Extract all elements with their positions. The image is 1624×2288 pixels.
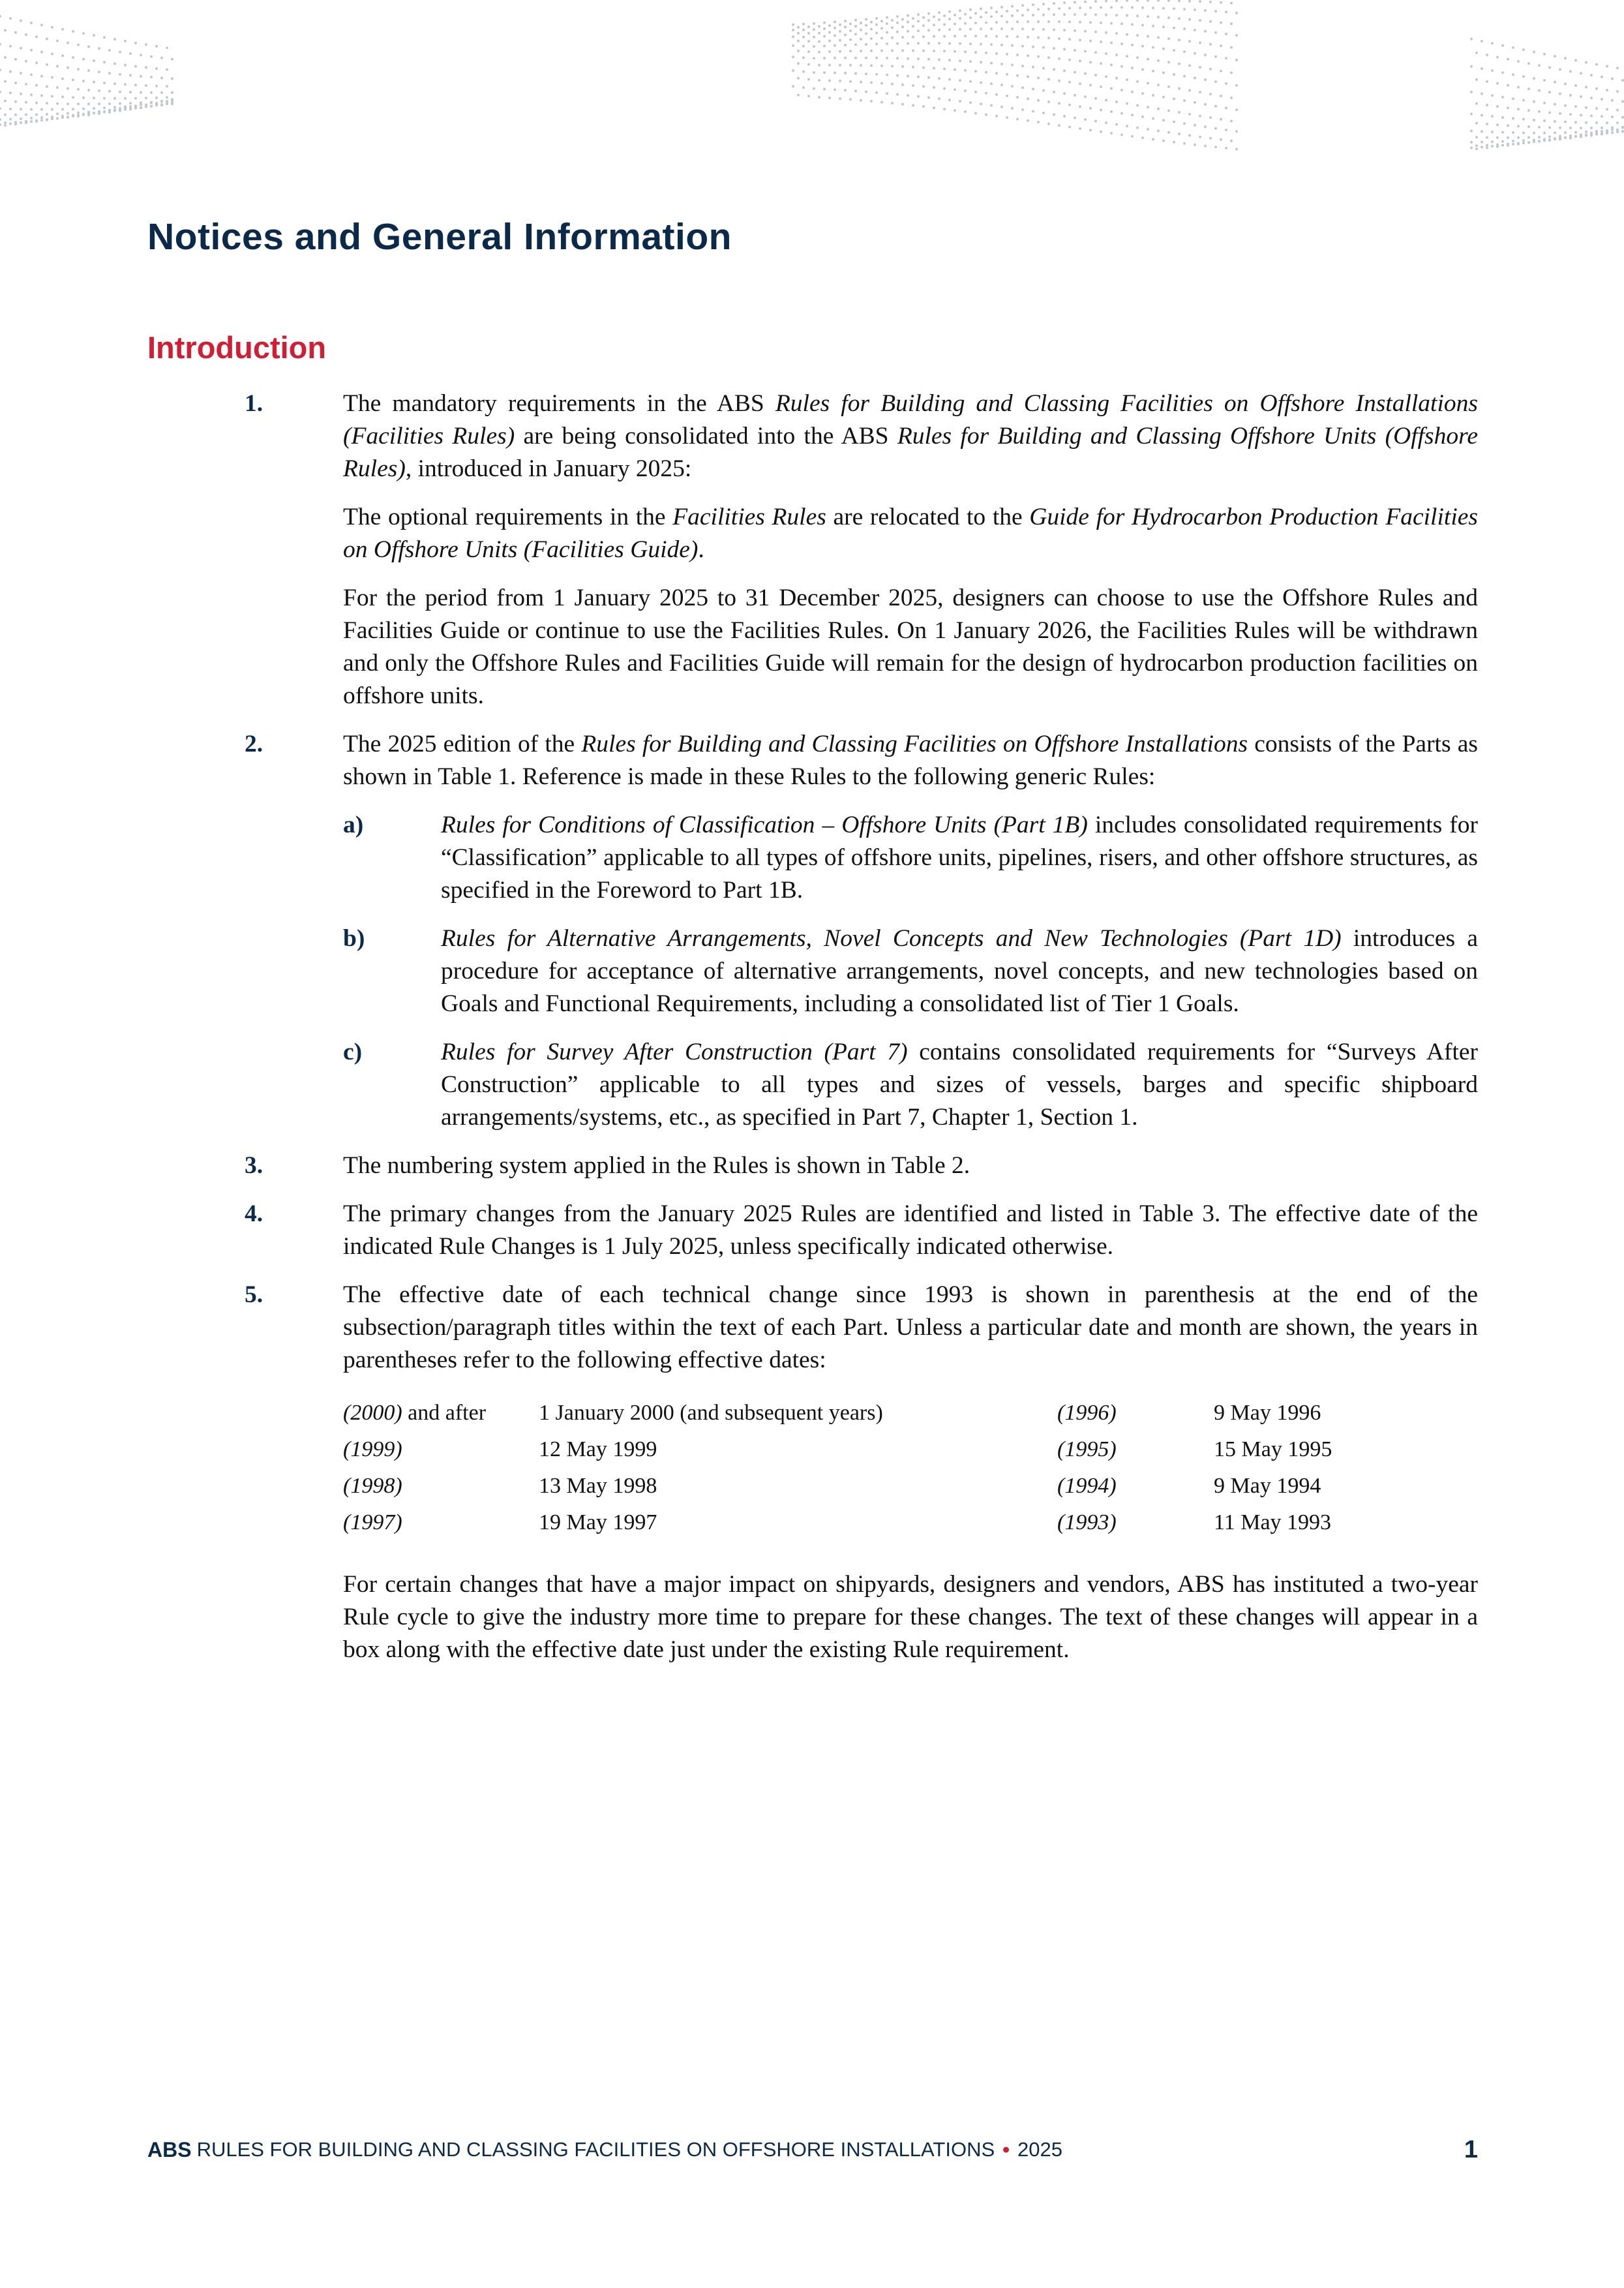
section-heading-introduction: Introduction [147,330,327,365]
year-suffix: and after [402,1401,487,1425]
header-dotted-wave-decoration [0,0,1624,196]
page-title: Notices and General Information [147,216,732,258]
italic-rule-title: Rules for Building and Classing Facilities on Offshore Installations (Facilities Rules) [343,390,1478,450]
item-3 [147,1150,1478,1182]
item-5 [147,1279,1478,1666]
item-number: 5. [245,1281,263,1308]
item-1-paragraph-2 [343,501,1478,566]
year-label: (2000) [343,1401,402,1425]
item-5-paragraph-2: For certain changes that have a major impact on shipyards, designers and vendors, ABS has instituted a two-year Rule cycle to give the industry more time to prepare for these changes. The text of these changes will appear in a box along with the effective date just under the existing Rule requirement. [343,1571,1478,1663]
year-label: (1997) [343,1510,402,1534]
effective-date: 19 May 1997 [539,1510,657,1534]
text-run: consists of the Parts as shown in Table 1. Reference is made in these Rules to the following generic Rules: [343,731,1478,790]
effective-dates-table [343,1395,1478,1541]
footer-document-title: RULES FOR BUILDING AND CLASSING FACILITIES ON OFFSHORE INSTALLATIONS [196,2138,995,2161]
year-label: (1999) [343,1437,402,1461]
item-number: 1. [245,390,263,417]
italic-rule-title: Rules for Building and Classing Offshore Units (Offshore Rules) [343,423,1479,482]
effective-date: 12 May 1999 [539,1437,657,1461]
text-run: . [698,536,704,563]
item-1-paragraph-3: For the period from 1 January 2025 to 31 December 2025, designers can choose to use the Offshore Rules and Facilities Guide or continue to use the Facilities Rules. On 1 January 2026, the Facilities Rules will be withdrawn and only the Offshore Rules and Facilities Guide will remain for the design of hydrocarbon production facilities on offshore units. [343,585,1478,709]
text-run: contains consolidated requirements for “Surveys After Construction” applicable to all types and sizes of vessels, barges and specific shipboard arrangements/systems, etc., as specified in Part 7, Chapter 1, Section 1. [441,1039,1479,1131]
text-run: are relocated to the [826,504,1030,530]
effective-date: 1 January 2000 (and subsequent years) [539,1401,883,1425]
year-label: (1993) [1057,1510,1117,1534]
page-footer [147,2133,1478,2166]
table-row [343,1431,1478,1468]
text-run: includes consolidated requirements for “Classification” applicable to all types of offshore units, pipelines, risers, and other offshore structures, as specified in the Foreword to Part 1B. [441,812,1478,904]
page-number: 1 [1464,2135,1478,2163]
footer-year: 2025 [1017,2138,1062,2161]
sub-item-letter: a) [343,812,364,838]
item-1 [147,388,1478,712]
table-row [343,1468,1478,1504]
text-run: are being consolidated into the ABS [515,423,897,450]
italic-rule-title: Rules for Building and Classing Facilities on Offshore Installations [581,731,1248,757]
item-4-text: The primary changes from the January 2025 Rules are identified and listed in Table 3. The effective date of the indicated Rule Changes is 1 July 2025, unless specifically indicated otherwise. [343,1200,1478,1260]
item-1-paragraph-1 [343,388,1478,485]
item-4 [147,1198,1478,1263]
year-label: (1998) [343,1474,402,1498]
effective-date: 13 May 1998 [539,1474,657,1498]
text-run: , introduced in January 2025: [405,455,692,482]
footer-separator: • [1002,2138,1010,2161]
text-run: The optional requirements in the [343,504,673,530]
item-number: 2. [245,731,263,757]
item-number: 3. [245,1152,263,1179]
italic-rule-title: Guide for Hydrocarbon Production Facilities on Offshore Units (Facilities Guide) [343,504,1478,563]
item-3-text: The numbering system applied in the Rules is shown in Table 2. [343,1152,970,1179]
table-row [343,1504,1478,1541]
italic-rule-title: Rules for Survey After Construction (Part 7) [441,1039,908,1065]
item-5-paragraph-1: The effective date of each technical change since 1993 is shown in parenthesis at the end of the subsection/paragraph titles within the text of each Part. Unless a particular date and month are shown, the years in parentheses refer to the following effective dates: [343,1281,1478,1373]
italic-rule-title: Facilities Rules [672,504,826,530]
sub-item-letter: b) [343,925,365,952]
introduction-content [147,388,1478,1682]
italic-rule-title: Rules for Conditions of Classification – Offshore Units (Part 1B) [441,812,1088,838]
sub-item-b [343,923,1478,1020]
effective-date: 11 May 1993 [1214,1510,1332,1534]
year-label: (1995) [1057,1437,1117,1461]
text-run: introduces a procedure for acceptance of alternative arrangements, novel concepts, and new technologies based on Goals and Functional Requirements, including a consolidated list of Tier 1 Goals. [441,925,1478,1017]
year-label: (1994) [1057,1474,1117,1498]
item-2-paragraph-1 [343,728,1478,793]
abs-brand: ABS [147,2137,192,2161]
sub-item-letter: c) [343,1039,363,1065]
effective-date: 9 May 1996 [1214,1401,1321,1425]
italic-rule-title: Rules for Alternative Arrangements, Novel Concepts and New Technologies (Part 1D) [441,925,1342,952]
text-run: The 2025 edition of the [343,731,582,757]
effective-date: 15 May 1995 [1214,1437,1332,1461]
text-run: The mandatory requirements in the ABS [343,390,775,417]
table-row [343,1395,1478,1431]
item-2 [147,728,1478,1134]
sub-item-c [343,1036,1478,1134]
effective-date: 9 May 1994 [1214,1474,1321,1498]
sub-item-a [343,809,1478,907]
item-number: 4. [245,1200,263,1227]
year-label: (1996) [1057,1401,1117,1425]
